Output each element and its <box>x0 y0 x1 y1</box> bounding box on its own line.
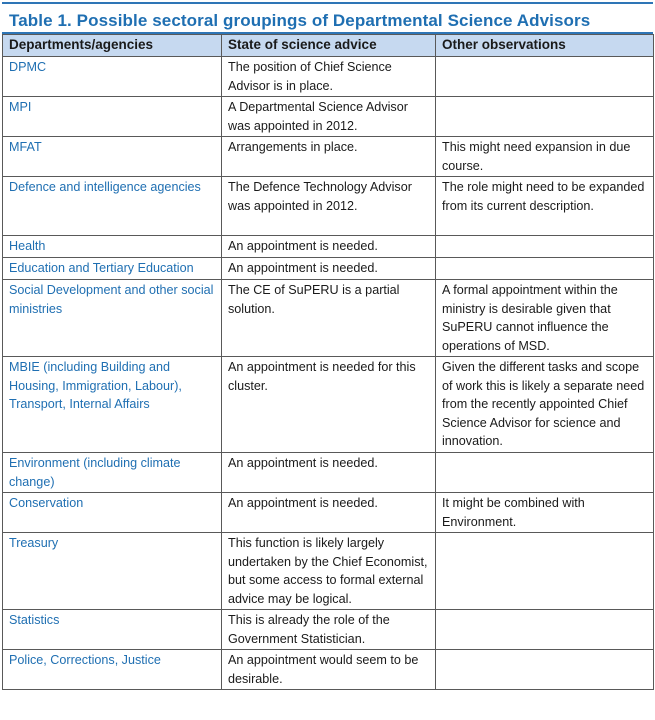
table-row <box>3 493 654 533</box>
state-cell: An appointment is needed. <box>222 493 436 533</box>
observations-cell <box>436 453 654 493</box>
table-caption: Table 1. Possible sectoral groupings of Departmental Science Advisors <box>2 2 653 34</box>
observations-cell: Given the different tasks and scope of work this is likely a separate need from the recently appointed Chief Science Advisor for science and innovation. <box>436 357 654 453</box>
observations-cell <box>436 650 654 690</box>
table-row <box>3 137 654 177</box>
observations-cell <box>436 533 654 610</box>
observations-cell <box>436 97 654 137</box>
table-row <box>3 357 654 453</box>
table-row <box>3 453 654 493</box>
table-row <box>3 610 654 650</box>
advisors-table <box>2 34 654 690</box>
header-departments: Departments/agencies <box>3 35 222 57</box>
state-cell: An appointment is needed. <box>222 236 436 258</box>
state-cell: An appointment is needed. <box>222 258 436 280</box>
observations-cell <box>436 610 654 650</box>
dept-cell: Social Development and other social ministries <box>3 280 222 357</box>
dept-cell: Police, Corrections, Justice <box>3 650 222 690</box>
table-header-row <box>3 35 654 57</box>
table-container <box>2 2 653 690</box>
observations-cell: The role might need to be expanded from its current description. <box>436 177 654 236</box>
table-row <box>3 650 654 690</box>
dept-cell: MBIE (including Building and Housing, Immigration, Labour), Transport, Internal Affairs <box>3 357 222 453</box>
state-cell: An appointment would seem to be desirable. <box>222 650 436 690</box>
dept-cell: Education and Tertiary Education <box>3 258 222 280</box>
table-row <box>3 280 654 357</box>
state-cell: This function is likely largely undertaken by the Chief Economist, but some access to formal external advice may be logical. <box>222 533 436 610</box>
observations-cell: This might need expansion in due course. <box>436 137 654 177</box>
dept-cell: Conservation <box>3 493 222 533</box>
table-row <box>3 533 654 610</box>
observations-cell: It might be combined with Environment. <box>436 493 654 533</box>
state-cell: The Defence Technology Advisor was appointed in 2012. <box>222 177 436 236</box>
dept-cell: MFAT <box>3 137 222 177</box>
state-cell: A Departmental Science Advisor was appointed in 2012. <box>222 97 436 137</box>
table-row <box>3 258 654 280</box>
state-cell: The CE of SuPERU is a partial solution. <box>222 280 436 357</box>
observations-cell <box>436 258 654 280</box>
table-row <box>3 57 654 97</box>
state-cell: Arrangements in place. <box>222 137 436 177</box>
dept-cell: Defence and intelligence agencies <box>3 177 222 236</box>
dept-cell: Health <box>3 236 222 258</box>
observations-cell: A formal appointment within the ministry is desirable given that SuPERU cannot influence the operations of MSD. <box>436 280 654 357</box>
table-row <box>3 236 654 258</box>
dept-cell: Treasury <box>3 533 222 610</box>
header-state: State of science advice <box>222 35 436 57</box>
table-row <box>3 97 654 137</box>
dept-cell: MPI <box>3 97 222 137</box>
table-row <box>3 177 654 236</box>
header-observations: Other observations <box>436 35 654 57</box>
state-cell: An appointment is needed. <box>222 453 436 493</box>
state-cell: This is already the role of the Government Statistician. <box>222 610 436 650</box>
observations-cell <box>436 57 654 97</box>
dept-cell: Statistics <box>3 610 222 650</box>
observations-cell <box>436 236 654 258</box>
state-cell: An appointment is needed for this cluster. <box>222 357 436 453</box>
state-cell: The position of Chief Science Advisor is in place. <box>222 57 436 97</box>
dept-cell: Environment (including climate change) <box>3 453 222 493</box>
dept-cell: DPMC <box>3 57 222 97</box>
